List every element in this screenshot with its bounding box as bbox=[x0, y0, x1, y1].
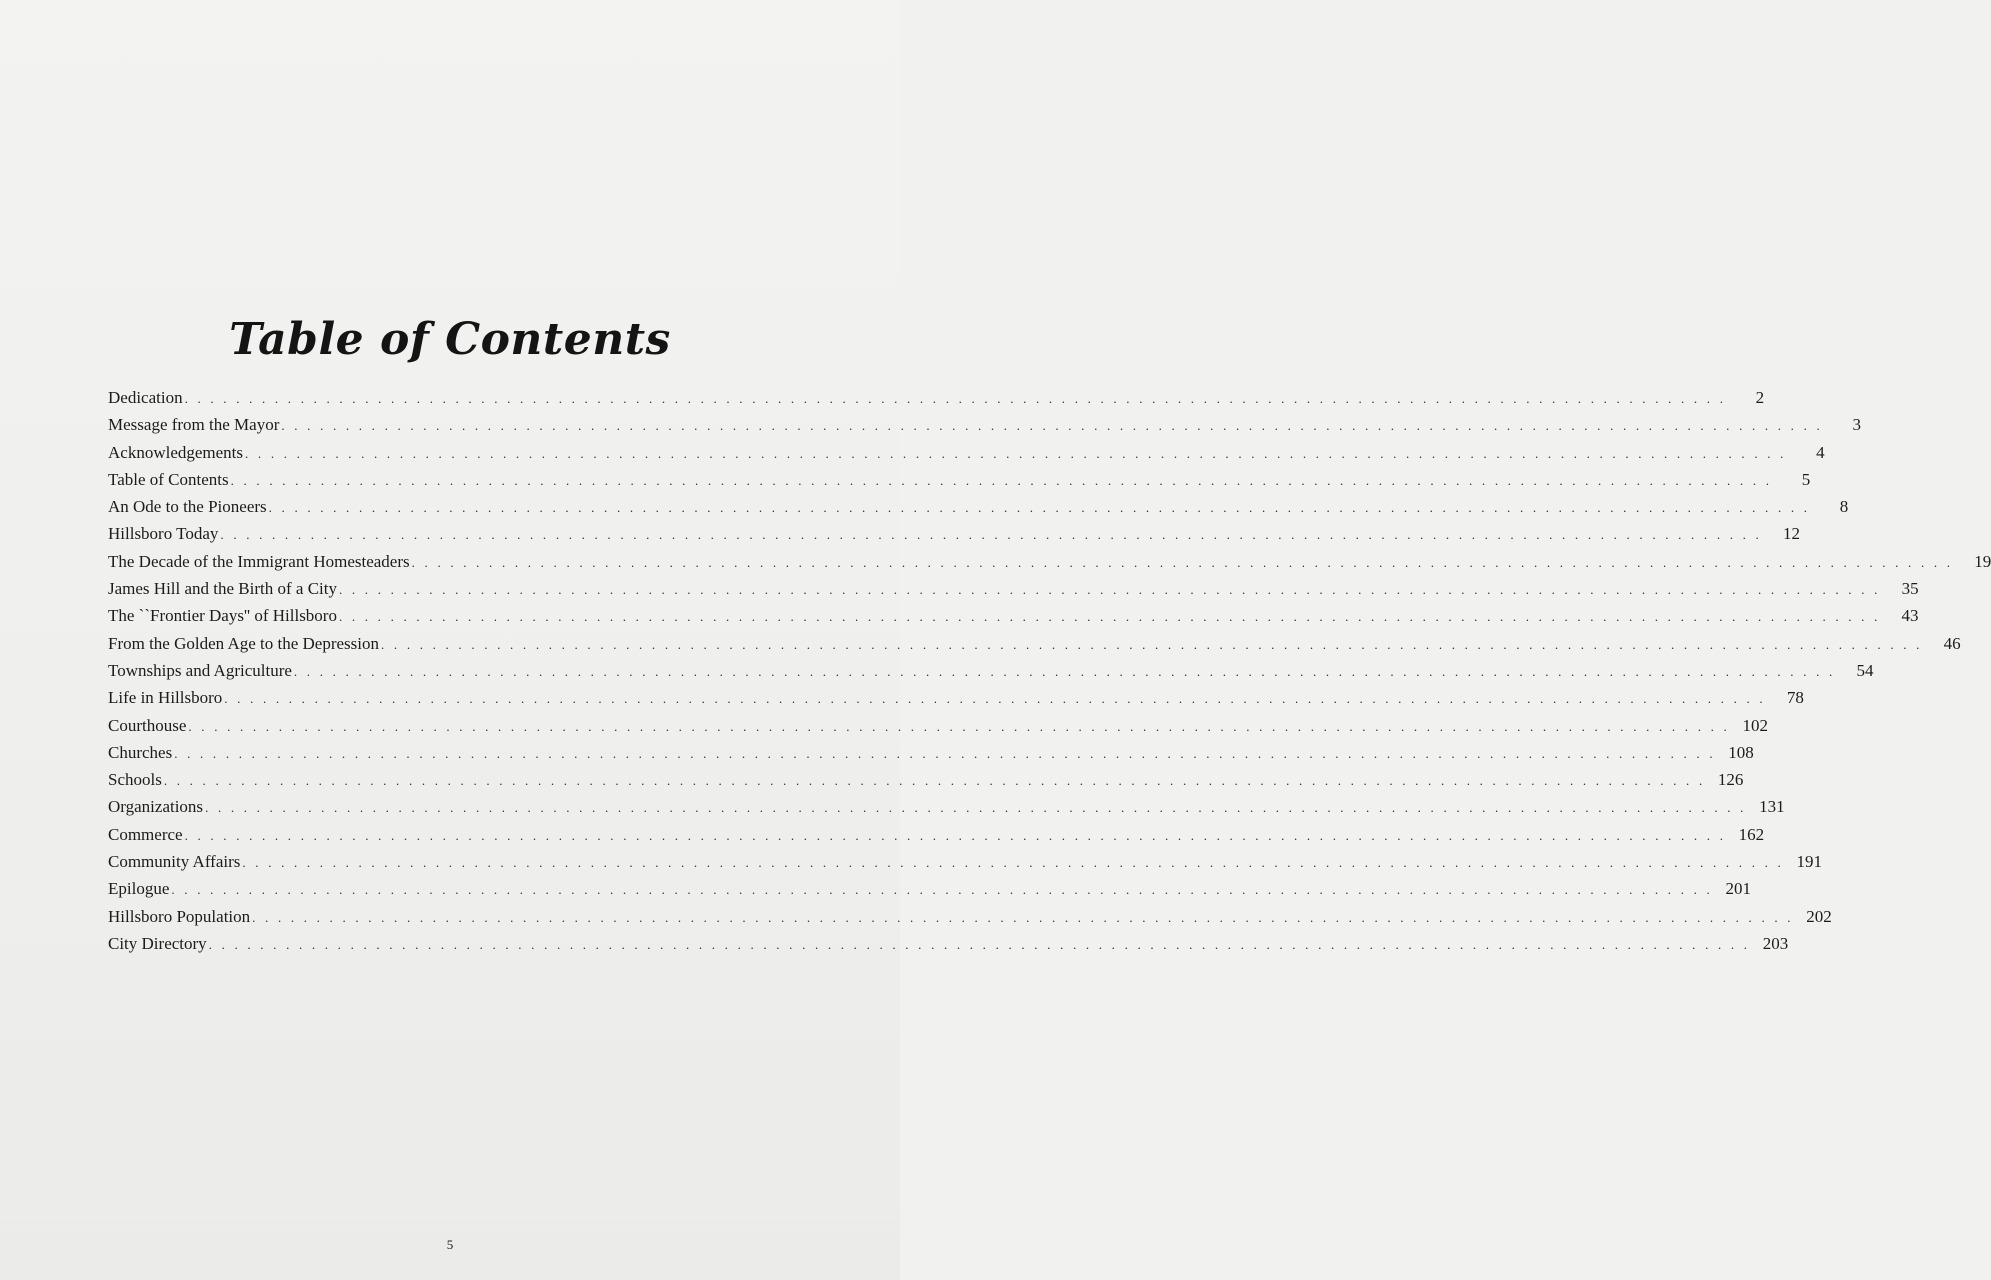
toc-entry bbox=[108, 793, 1785, 820]
dot-leader: . . . . . . . . . . . . . . . . . . . . . . . . . . . . . . . . . . . . . . . . . . . . . . . . . . . . . . . . . . . . . . . . . . . . . . . . . . . . . . . . . . . . . . . . . . . . . . . . . . . . . . . . . . . . . . . . . . . . . . . . bbox=[338, 609, 1881, 625]
dot-leader: . . . . . . . . . . . . . . . . . . . . . . . . . . . . . . . . . . . . . . . . . . . . . . . . . . . . . . . . . . . . . . . . . . . . . . . . . . . . . . . . . . . . . . . . . . . . . . . . . . . . . . . . . . . . . . . . . . . . . . . . bbox=[339, 582, 1881, 598]
toc-entry-page-number: 201 bbox=[1725, 879, 1751, 899]
dot-leader: . . . . . . . . . . . . . . . . . . . . . . . . . . . . . . . . . . . . . . . . . . . . . . . . . . . . . . . . . . . . . . . . . . . . . . . . . . . . . . . . . . . . . . . . . . . . . . . . . . . . . . . . . . . . . . . . . . . . . . . . bbox=[381, 636, 1923, 652]
dot-leader: . . . . . . . . . . . . . . . . . . . . . . . . . . . . . . . . . . . . . . . . . . . . . . . . . . . . . . . . . . . . . . . . . . . . . . . . . . . . . . . . . . . . . . . . . . . . . . . . . . . . . . . . . . . . . . . . . . . . . . . . bbox=[220, 527, 1762, 543]
toc-entry-page-number: 43 bbox=[1901, 606, 1919, 626]
toc-entry-page-number: 131 bbox=[1759, 797, 1785, 817]
dot-leader: . . . . . . . . . . . . . . . . . . . . . . . . . . . . . . . . . . . . . . . . . . . . . . . . . . . . . . . . . . . . . . . . . . . . . . . . . . . . . . . . . . . . . . . . . . . . . . . . . . . . . . . . . . . . . . . . . . . . . . . . bbox=[268, 500, 1811, 516]
toc-entry-title: Acknowledgements bbox=[108, 442, 244, 462]
toc-entry-title: James Hill and the Birth of a City bbox=[108, 579, 337, 599]
toc-entry-title: Table of Contents bbox=[108, 469, 229, 489]
dot-leader: . . . . . . . . . . . . . . . . . . . . . . . . . . . . . . . . . . . . . . . . . . . . . . . . . . . . . . . . . . . . . . . . . . . . . . . . . . . . . . . . . . . . . . . . . . . . . . . . . . . . . . . . . . . . . . . . . . . . . . . . bbox=[205, 800, 1747, 816]
toc-entry-page-number: 3 bbox=[1852, 415, 1861, 435]
toc-entry-page-number: 19 bbox=[1974, 551, 1991, 571]
toc-entry-title: Organizations bbox=[108, 797, 204, 817]
dot-leader: . . . . . . . . . . . . . . . . . . . . . . . . . . . . . . . . . . . . . . . . . . . . . . . . . . . . . . . . . . . . . . . . . . . . . . . . . . . . . . . . . . . . . . . . . . . . . . . . . . . . . . . . . . . . . . . . . . . . . . . . bbox=[281, 418, 1823, 434]
toc-entry-title: Epilogue bbox=[108, 879, 170, 899]
toc-entry-page-number: 54 bbox=[1856, 660, 1874, 680]
toc-entry bbox=[108, 657, 1874, 684]
dot-leader: . . . . . . . . . . . . . . . . . . . . . . . . . . . . . . . . . . . . . . . . . . . . . . . . . . . . . . . . . . . . . . . . . . . . . . . . . . . . . . . . . . . . . . . . . . . . . . . . . . . . . . . . . . . . . . . . . . . . . . . . bbox=[184, 391, 1727, 406]
toc-entry-page-number: 2 bbox=[1755, 388, 1765, 407]
toc-entry bbox=[108, 821, 1765, 848]
toc-entry bbox=[108, 575, 1919, 602]
toc-entry bbox=[108, 712, 1768, 739]
toc-entry bbox=[108, 630, 1961, 657]
toc-entry-title: Hillsboro Today bbox=[108, 524, 219, 544]
toc-entry-page-number: 102 bbox=[1742, 715, 1768, 735]
toc-entry-page-number: 5 bbox=[1801, 469, 1811, 489]
dot-leader: . . . . . . . . . . . . . . . . . . . . . . . . . . . . . . . . . . . . . . . . . . . . . . . . . . . . . . . . . . . . . . . . . . . . . . . . . . . . . . . . . . . . . . . . . . . . . . . . . . . . . . . . . . . . . . . . . . . . . . . . bbox=[208, 936, 1751, 952]
dot-leader: . . . . . . . . . . . . . . . . . . . . . . . . . . . . . . . . . . . . . . . . . . . . . . . . . . . . . . . . . . . . . . . . . . . . . . . . . . . . . . . . . . . . . . . . . . . . . . . . . . . . . . . . . . . . . . . . . . . . . . . . bbox=[230, 472, 1773, 488]
toc-entry bbox=[108, 411, 1861, 438]
toc-entry-title: Churches bbox=[108, 742, 173, 762]
dot-leader: . . . . . . . . . . . . . . . . . . . . . . . . . . . . . . . . . . . . . . . . . . . . . . . . . . . . . . . . . . . . . . . . . . . . . . . . . . . . . . . . . . . . . . . . . . . . . . . . . . . . . . . . . . . . . . . . . . . . . . . . bbox=[163, 773, 1706, 789]
dot-leader: . . . . . . . . . . . . . . . . . . . . . . . . . . . . . . . . . . . . . . . . . . . . . . . . . . . . . . . . . . . . . . . . . . . . . . . . . . . . . . . . . . . . . . . . . . . . . . . . . . . . . . . . . . . . . . . . . . . . . . . . bbox=[224, 691, 1766, 707]
dot-leader: . . . . . . . . . . . . . . . . . . . . . . . . . . . . . . . . . . . . . . . . . . . . . . . . . . . . . . . . . . . . . . . . . . . . . . . . . . . . . . . . . . . . . . . . . . . . . . . . . . . . . . . . . . . . . . . . . . . . . . . . bbox=[252, 909, 1794, 925]
toc-entry-page-number: 4 bbox=[1816, 442, 1825, 462]
toc-entry-title: Community Affairs bbox=[108, 852, 241, 872]
toc-entry-page-number: 35 bbox=[1901, 579, 1919, 599]
toc-entry bbox=[108, 602, 1919, 629]
toc-entry bbox=[108, 493, 1849, 520]
toc-entry bbox=[108, 930, 1789, 957]
toc-entry-page-number: 203 bbox=[1762, 933, 1789, 953]
dot-leader: . . . . . . . . . . . . . . . . . . . . . . . . . . . . . . . . . . . . . . . . . . . . . . . . . . . . . . . . . . . . . . . . . . . . . . . . . . . . . . . . . . . . . . . . . . . . . . . . . . . . . . . . . . . . . . . . . . . . . . . . bbox=[188, 718, 1730, 734]
toc-entry-title: Dedication bbox=[108, 388, 183, 407]
toc-entry-title: The ``Frontier Days'' of Hillsboro bbox=[108, 606, 337, 626]
toc-entry-title: Message from the Mayor bbox=[108, 415, 280, 435]
toc-entry-title: City Directory bbox=[108, 933, 207, 953]
table-of-contents-list bbox=[108, 384, 1991, 957]
toc-entry-title: From the Golden Age to the Depression bbox=[108, 633, 380, 653]
toc-entry-title: Life in Hillsboro bbox=[108, 688, 223, 708]
page-number: 5 bbox=[446, 1237, 454, 1252]
toc-entry-page-number: 162 bbox=[1738, 824, 1765, 844]
toc-entry-page-number: 108 bbox=[1728, 742, 1754, 762]
dot-leader: . . . . . . . . . . . . . . . . . . . . . . . . . . . . . . . . . . . . . . . . . . . . . . . . . . . . . . . . . . . . . . . . . . . . . . . . . . . . . . . . . . . . . . . . . . . . . . . . . . . . . . . . . . . . . . . . . . . . . . . . bbox=[174, 745, 1716, 761]
dot-leader: . . . . . . . . . . . . . . . . . . . . . . . . . . . . . . . . . . . . . . . . . . . . . . . . . . . . . . . . . . . . . . . . . . . . . . . . . . . . . . . . . . . . . . . . . . . . . . . . . . . . . . . . . . . . . . . . . . . . . . . . bbox=[242, 855, 1784, 871]
toc-entry bbox=[108, 766, 1744, 793]
dot-leader: . . . . . . . . . . . . . . . . . . . . . . . . . . . . . . . . . . . . . . . . . . . . . . . . . . . . . . . . . . . . . . . . . . . . . . . . . . . . . . . . . . . . . . . . . . . . . . . . . . . . . . . . . . . . . . . . . . . . . . . . bbox=[245, 445, 1787, 461]
toc-entry-page-number: 191 bbox=[1796, 852, 1822, 872]
toc-entry bbox=[108, 684, 1804, 711]
toc-entry bbox=[108, 903, 1832, 930]
toc-entry-title: Commerce bbox=[108, 824, 183, 844]
toc-entry bbox=[108, 439, 1825, 466]
toc-entry-page-number: 8 bbox=[1839, 497, 1849, 517]
toc-entry bbox=[108, 848, 1822, 875]
toc-entry-title: The Decade of the Immigrant Homesteaders bbox=[108, 551, 410, 571]
toc-entry-page-number: 46 bbox=[1943, 633, 1961, 653]
toc-entry-title: Schools bbox=[108, 770, 162, 790]
toc-entry-page-number: 78 bbox=[1786, 688, 1804, 708]
dot-leader: . . . . . . . . . . . . . . . . . . . . . . . . . . . . . . . . . . . . . . . . . . . . . . . . . . . . . . . . . . . . . . . . . . . . . . . . . . . . . . . . . . . . . . . . . . . . . . . . . . . . . . . . . . . . . . . . . . . . . . . . bbox=[293, 663, 1836, 679]
toc-entry bbox=[108, 384, 1765, 411]
dot-leader: . . . . . . . . . . . . . . . . . . . . . . . . . . . . . . . . . . . . . . . . . . . . . . . . . . . . . . . . . . . . . . . . . . . . . . . . . . . . . . . . . . . . . . . . . . . . . . . . . . . . . . . . . . . . . . . . . . . . . . . . bbox=[171, 882, 1713, 898]
toc-entry bbox=[108, 520, 1800, 547]
toc-entry bbox=[108, 466, 1811, 493]
dot-leader: . . . . . . . . . . . . . . . . . . . . . . . . . . . . . . . . . . . . . . . . . . . . . . . . . . . . . . . . . . . . . . . . . . . . . . . . . . . . . . . . . . . . . . . . . . . . . . . . . . . . . . . . . . . . . . . . . . . . . . . . bbox=[411, 554, 1954, 570]
toc-entry-page-number: 12 bbox=[1782, 524, 1800, 544]
toc-entry-title: Courthouse bbox=[108, 715, 187, 735]
toc-entry bbox=[108, 548, 1991, 575]
page-title: Table of Contents bbox=[229, 314, 671, 366]
toc-entry-title: An Ode to the Pioneers bbox=[108, 497, 267, 517]
toc-entry-page-number: 202 bbox=[1806, 906, 1832, 926]
toc-entry-title: Hillsboro Population bbox=[108, 906, 251, 926]
toc-entry bbox=[108, 739, 1754, 766]
dot-leader: . . . . . . . . . . . . . . . . . . . . . . . . . . . . . . . . . . . . . . . . . . . . . . . . . . . . . . . . . . . . . . . . . . . . . . . . . . . . . . . . . . . . . . . . . . . . . . . . . . . . . . . . . . . . . . . . . . . . . . . . bbox=[184, 827, 1727, 843]
toc-entry-page-number: 126 bbox=[1717, 770, 1744, 790]
toc-entry-title: Townships and Agriculture bbox=[108, 660, 292, 680]
toc-entry bbox=[108, 875, 1751, 902]
